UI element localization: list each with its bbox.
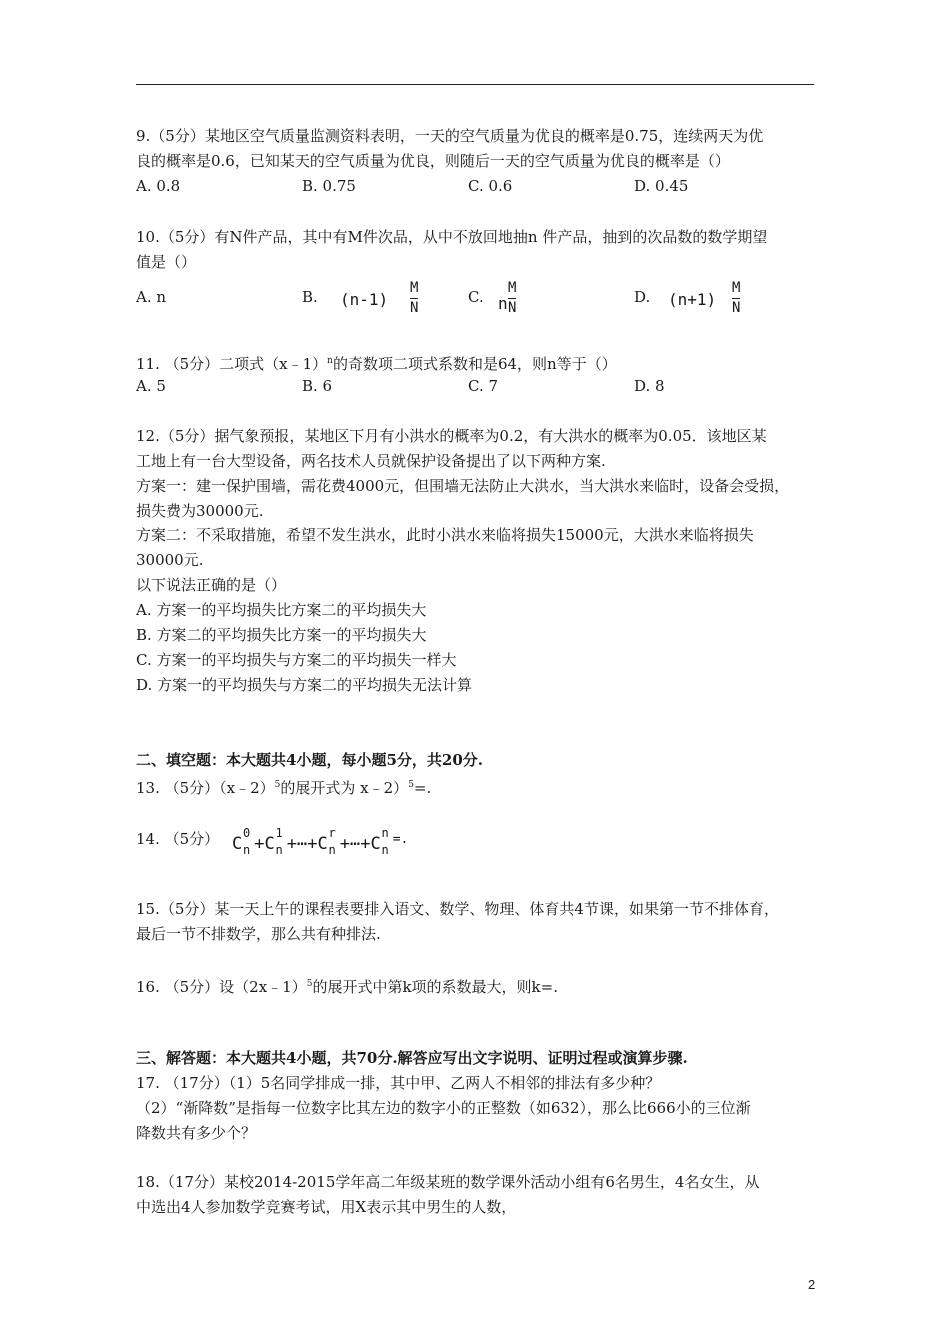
q12-line1: 12.（5分）据气象预报，某地区下月有小洪水的概率为0.2，有大洪水的概率为0.05．该地区某 bbox=[136, 427, 767, 445]
q16-exponent: 5 bbox=[306, 979, 313, 989]
q9-option-b: B. 0.75 bbox=[302, 177, 356, 195]
comb-c: C bbox=[370, 834, 381, 854]
q12-line6: 30000元. bbox=[136, 551, 204, 569]
comb-sup: 0 bbox=[243, 826, 251, 840]
q12-option-b: B. 方案二的平均损失比方案一的平均损失大 bbox=[136, 626, 427, 644]
comb-c: C bbox=[232, 834, 243, 854]
q18-line2: 中选出4人参加数学竞赛考试，用X表示其中男生的人数， bbox=[136, 1198, 517, 1216]
comb-sup: n bbox=[381, 826, 389, 840]
comb-sup: 1 bbox=[275, 826, 283, 840]
fraction-bar bbox=[732, 298, 740, 299]
q12-line4: 损失费为30000元. bbox=[136, 502, 264, 520]
comb-term-1 bbox=[264, 826, 283, 857]
fraction-denominator: N bbox=[508, 300, 517, 316]
q17-line3: 降数共有多少个？ bbox=[136, 1124, 257, 1142]
q10-c-fraction bbox=[508, 280, 516, 317]
comb-sub: n bbox=[381, 843, 389, 857]
q16-text: 16. （5分）设（2x﹣1） bbox=[136, 978, 307, 996]
q16-stem bbox=[136, 973, 558, 998]
q10-c-expression: n bbox=[498, 294, 508, 313]
q14-end: =. bbox=[392, 832, 409, 847]
q10-d-expression: (n+1) bbox=[668, 290, 717, 309]
q10-b-expression: (n-1) bbox=[340, 290, 389, 309]
fraction-bar bbox=[410, 298, 418, 299]
q13-text2: 的展开式为 x﹣2） bbox=[280, 779, 409, 797]
fraction-numerator: M bbox=[508, 280, 517, 296]
comb-term-n bbox=[370, 826, 389, 857]
q13-exponent2: 5 bbox=[408, 780, 414, 790]
plus-sign: + bbox=[254, 834, 265, 854]
fraction-numerator: M bbox=[410, 280, 419, 296]
q16-text2: 的展开式中第k项的系数最大，则k=. bbox=[312, 978, 558, 996]
comb-c: C bbox=[317, 834, 328, 854]
q14-binomial-sum bbox=[232, 826, 409, 857]
q12-option-c: C. 方案一的平均损失与方案二的平均损失一样大 bbox=[136, 651, 457, 669]
q15-line1: 15.（5分）某一天上午的课程表要排入语文、数学、物理、体育共4节课，如果第一节不排体育， bbox=[136, 900, 779, 918]
q10-option-a: A. n bbox=[136, 288, 167, 306]
q17-line1: 17. （17分）（1）5名同学排成一排，其中甲、乙两人不相邻的排法有多少种？ bbox=[136, 1074, 661, 1092]
section-3-title: 三、解答题：本大题共4小题，共70分.解答应写出文字说明、证明过程或演算步骤. bbox=[136, 1049, 688, 1067]
q15-line2: 最后一节不排数学，那么共有种排法. bbox=[136, 925, 381, 943]
q11-option-c: C. 7 bbox=[468, 377, 499, 395]
section-2-title: 二、填空题：本大题共4小题，每小题5分，共20分. bbox=[136, 751, 483, 769]
q11-text2: 的奇数项二项式系数和是64，则n等于（） bbox=[332, 355, 617, 373]
q9-option-c: C. 0.6 bbox=[468, 177, 513, 195]
q12-line3: 方案一：建一保护围墙，需花费4000元，但围墙无法防止大洪水，当大洪水来临时，设备会受损， bbox=[136, 477, 790, 495]
q11-option-a: A. 5 bbox=[136, 377, 166, 395]
q9-line2: 良的概率是0.6，已知某天的空气质量为优良，则随后一天的空气质量为优良的概率是（） bbox=[136, 152, 730, 170]
comb-sup: r bbox=[328, 826, 336, 840]
comb-c: C bbox=[264, 834, 275, 854]
q13-stem bbox=[136, 774, 431, 799]
q10-line2: 值是（） bbox=[136, 253, 197, 271]
q9-option-d: D. 0.45 bbox=[634, 177, 689, 195]
fraction-numerator: M bbox=[732, 280, 741, 296]
fraction-denominator: N bbox=[410, 300, 419, 316]
q13-exponent: 5 bbox=[274, 780, 281, 790]
q10-d-fraction bbox=[732, 280, 740, 317]
q11-text: 11. （5分）二项式（x﹣1） bbox=[136, 355, 328, 373]
header-rule bbox=[136, 84, 814, 85]
comb-sub: n bbox=[243, 843, 251, 857]
fraction-bar bbox=[508, 298, 516, 299]
q13-text: 13. （5分）（x﹣2） bbox=[136, 779, 275, 797]
comb-sub: n bbox=[275, 843, 283, 857]
fraction-denominator: N bbox=[732, 300, 741, 316]
q13-text3: =. bbox=[413, 779, 432, 797]
q11-option-b: B. 6 bbox=[302, 377, 333, 395]
q14-label: 14. （5分） bbox=[136, 830, 220, 848]
page-number: 2 bbox=[808, 1277, 816, 1292]
q10-option-b: B. bbox=[302, 288, 318, 306]
plus-dots: +⋯+ bbox=[339, 834, 371, 854]
q9-option-a: A. 0.8 bbox=[136, 177, 181, 195]
q11-exponent: n bbox=[327, 356, 333, 366]
q12-line2: 工地上有一台大型设备，两名技术人员就保护设备提出了以下两种方案. bbox=[136, 452, 606, 470]
q12-option-d: D. 方案一的平均损失与方案二的平均损失无法计算 bbox=[136, 676, 473, 694]
q11-option-d: D. 8 bbox=[634, 377, 665, 395]
q11-stem bbox=[136, 350, 617, 375]
comb-sub: n bbox=[328, 843, 336, 857]
comb-term-r bbox=[317, 826, 336, 857]
q10-option-d: D. bbox=[634, 288, 651, 306]
q12-option-a: A. 方案一的平均损失比方案二的平均损失大 bbox=[136, 601, 427, 619]
plus-dots: +⋯+ bbox=[286, 834, 318, 854]
q10-option-c: C. bbox=[468, 288, 484, 306]
q9-line1: 9.（5分）某地区空气质量监测资料表明，一天的空气质量为优良的概率是0.75，连续两天为优 bbox=[136, 127, 764, 145]
comb-term-0 bbox=[232, 826, 251, 857]
q10-b-fraction bbox=[410, 280, 418, 317]
q18-line1: 18.（17分）某校2014-2015学年高二年级某班的数学课外活动小组有6名男生，4名女生，从 bbox=[136, 1173, 760, 1191]
q10-line1: 10.（5分）有N件产品，其中有M件次品，从中不放回地抽n 件产品，抽到的次品数的数学期望 bbox=[136, 228, 768, 246]
q17-line2: （2）“渐降数”是指每一位数字比其左边的数字小的正整数（如632），那么比666小的三位渐 bbox=[136, 1099, 751, 1117]
q12-line7: 以下说法正确的是（） bbox=[136, 576, 287, 594]
q12-line5: 方案二：不采取措施，希望不发生洪水，此时小洪水来临将损失15000元，大洪水来临将损失 bbox=[136, 526, 754, 544]
